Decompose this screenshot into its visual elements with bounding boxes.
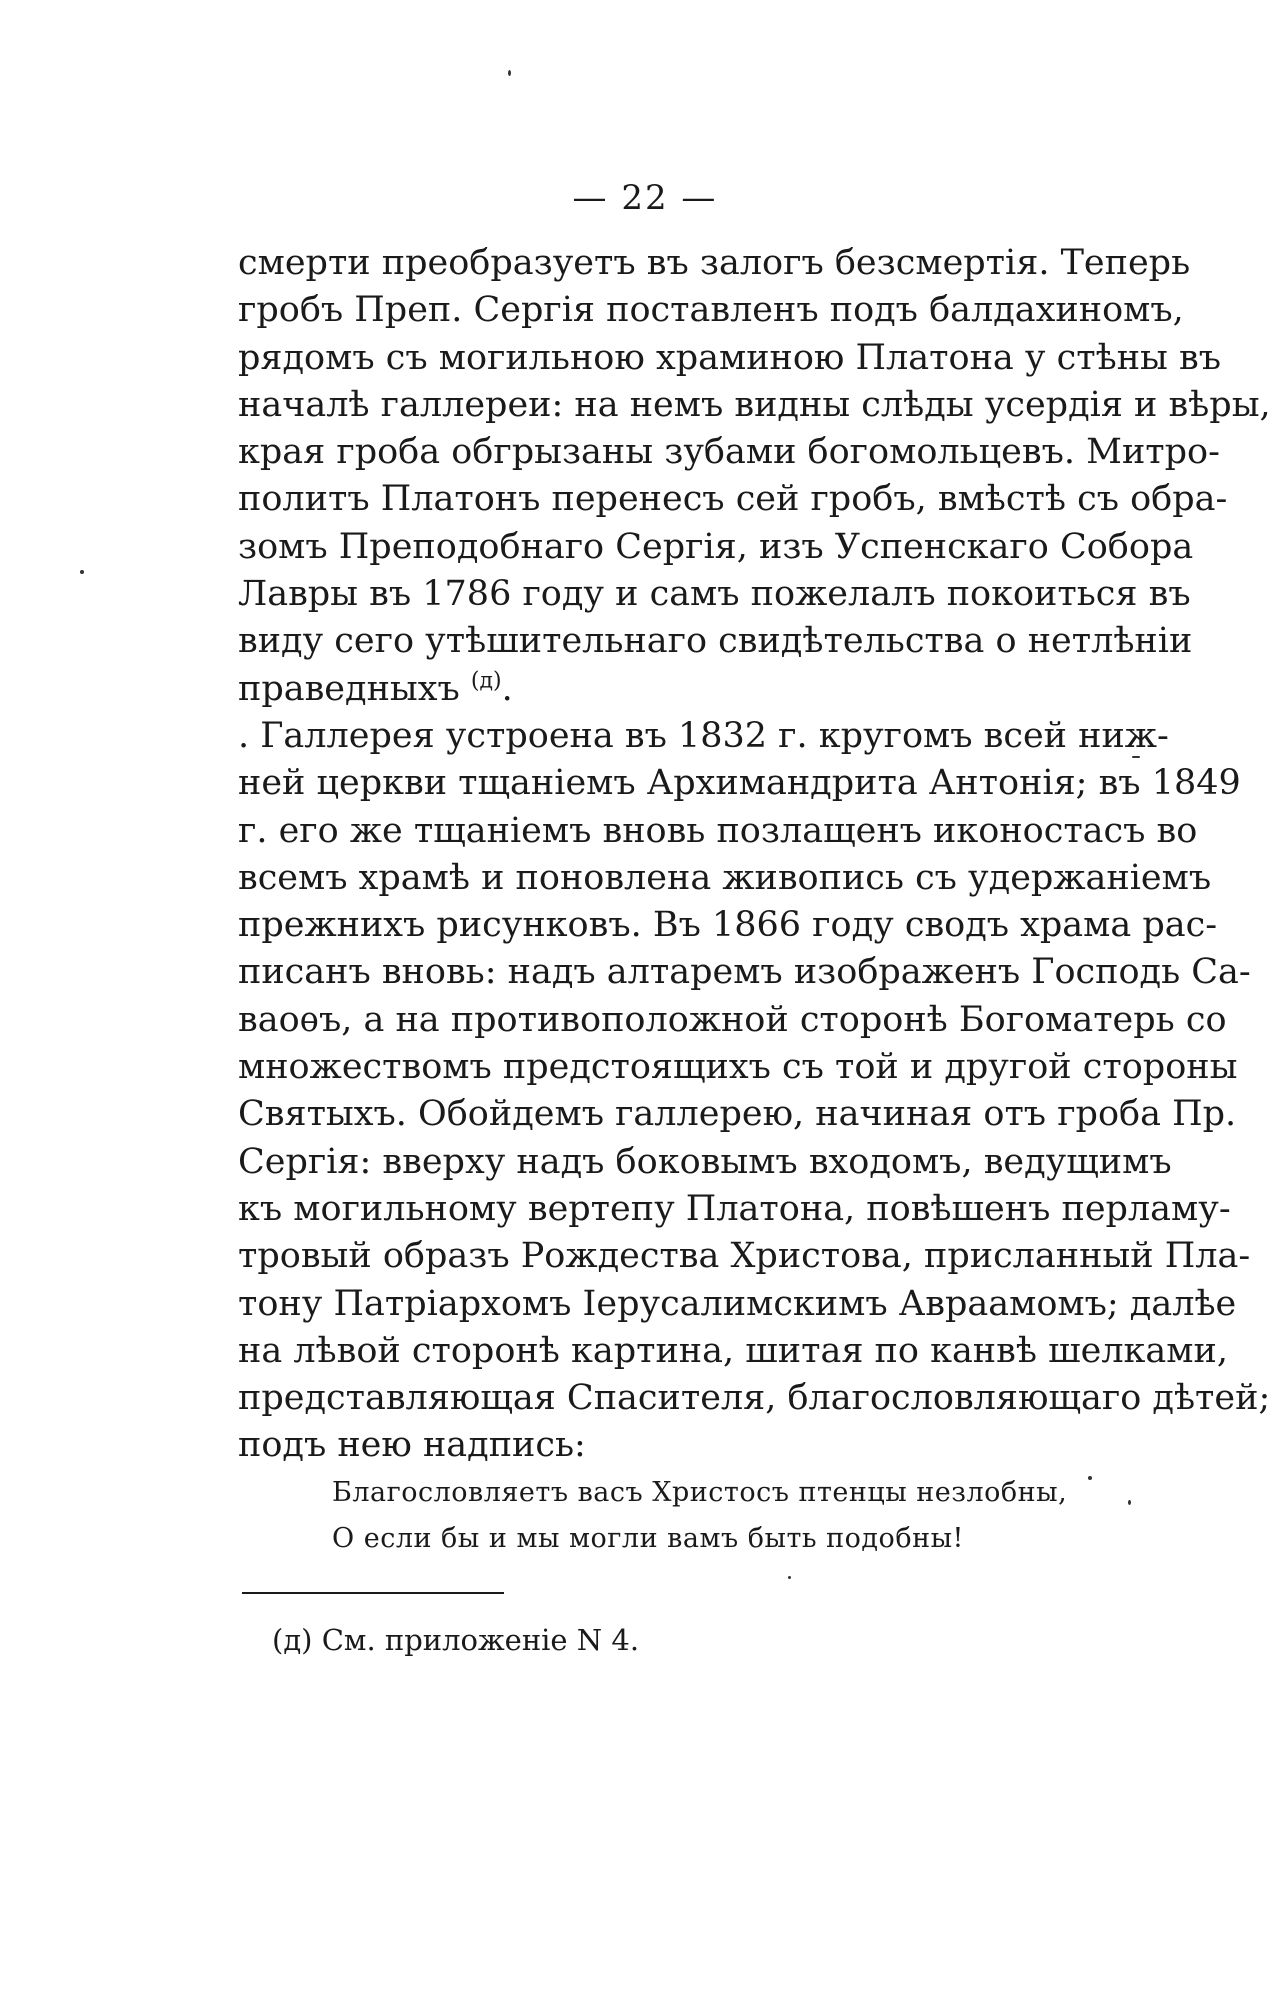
- print-speck: [508, 70, 511, 76]
- text-line: рядомъ съ могильною храминою Платона у стѣны въ: [238, 337, 1221, 378]
- text-line: писанъ вновь: надъ алтаремъ изображенъ Господь Са-: [238, 952, 1251, 993]
- text-line: Сергія: вверху надъ боковымъ входомъ, ведущимъ: [238, 1141, 1172, 1182]
- text-line: Святыхъ. Обойдемъ галлерею, начиная отъ гроба Пр.: [238, 1094, 1237, 1135]
- text-fragment: праведныхъ: [238, 668, 460, 709]
- text-line: смерти преобразуетъ въ залогъ безсмертія. Теперь: [238, 243, 1191, 283]
- footnote: (д) См. приложеніе N 4.: [272, 1623, 640, 1657]
- text-line: множествомъ предстоящихъ съ той и другой стороны: [238, 1047, 1238, 1088]
- verse-line: О если бы и мы могли вамъ быть подобны!: [332, 1523, 964, 1554]
- text-line: Лавры въ 1786 году и самъ пожелалъ покоиться въ: [238, 574, 1191, 615]
- text-line: г. его же тщаніемъ вновь позлащенъ иконостасъ во: [238, 810, 1198, 851]
- text-line: тону Патріархомъ Іерусалимскимъ Авраамомъ; далѣе: [238, 1283, 1237, 1324]
- text-line: ней церкви тщаніемъ Архимандрита Антонія; въ 1849: [238, 763, 1241, 804]
- text-fragment: .: [501, 668, 513, 709]
- footnote-divider: [242, 1592, 504, 1594]
- text-line: политъ Платонъ перенесъ сей гробъ, вмѣстѣ съ обра-: [238, 479, 1228, 520]
- text-line: всемъ храмѣ и поновлена живопись съ удержаніемъ: [238, 857, 1212, 898]
- print-speck: [1128, 1500, 1131, 1505]
- text-line: къ могильному вертепу Платона, повѣшенъ перламу-: [238, 1188, 1231, 1229]
- print-speck: [1132, 756, 1140, 758]
- text-line: края гроба обгрызаны зубами богомольцевъ. Митро-: [238, 432, 1220, 473]
- text-line: представляющая Спасителя, благословляющаго дѣтей;: [238, 1378, 1271, 1419]
- text-line: тровый образъ Рождества Христова, присланный Пла-: [238, 1236, 1251, 1277]
- print-speck: [80, 570, 84, 574]
- print-speck: [1088, 1476, 1092, 1480]
- text-line: подъ нею надпись:: [238, 1425, 586, 1466]
- text-line: началѣ галлереи: на немъ видны слѣды усердія и вѣры,: [238, 384, 1271, 425]
- text-line-paragraph-end: [238, 666, 1064, 713]
- text-line: . Галлерея устроена въ 1832 г. кругомъ всей ниж-: [238, 715, 1169, 756]
- text-line: на лѣвой сторонѣ картина, шитая по канвѣ шелками,: [238, 1330, 1228, 1371]
- text-line: зомъ Преподобнаго Сергія, изъ Успенскаго Собора: [238, 526, 1194, 567]
- footnote-reference: (д): [470, 668, 502, 694]
- verse-inscription: [332, 1470, 1068, 1562]
- print-speck: [788, 1576, 791, 1579]
- text-line: прежнихъ рисунковъ. Въ 1866 году сводъ храма рас-: [238, 905, 1218, 946]
- page-number: — 22 —: [572, 178, 718, 218]
- main-text-block: [238, 240, 1271, 1470]
- text-line: гробъ Преп. Сергія поставленъ подъ балдахиномъ,: [238, 290, 1184, 331]
- text-line: виду сего утѣшительнаго свидѣтельства о нетлѣніи: [238, 621, 1193, 662]
- verse-line: Благословляетъ васъ Христосъ птенцы незлобны,: [332, 1477, 1068, 1508]
- text-line: ваоѳъ, а на противоположной сторонѣ Богоматерь со: [238, 999, 1227, 1040]
